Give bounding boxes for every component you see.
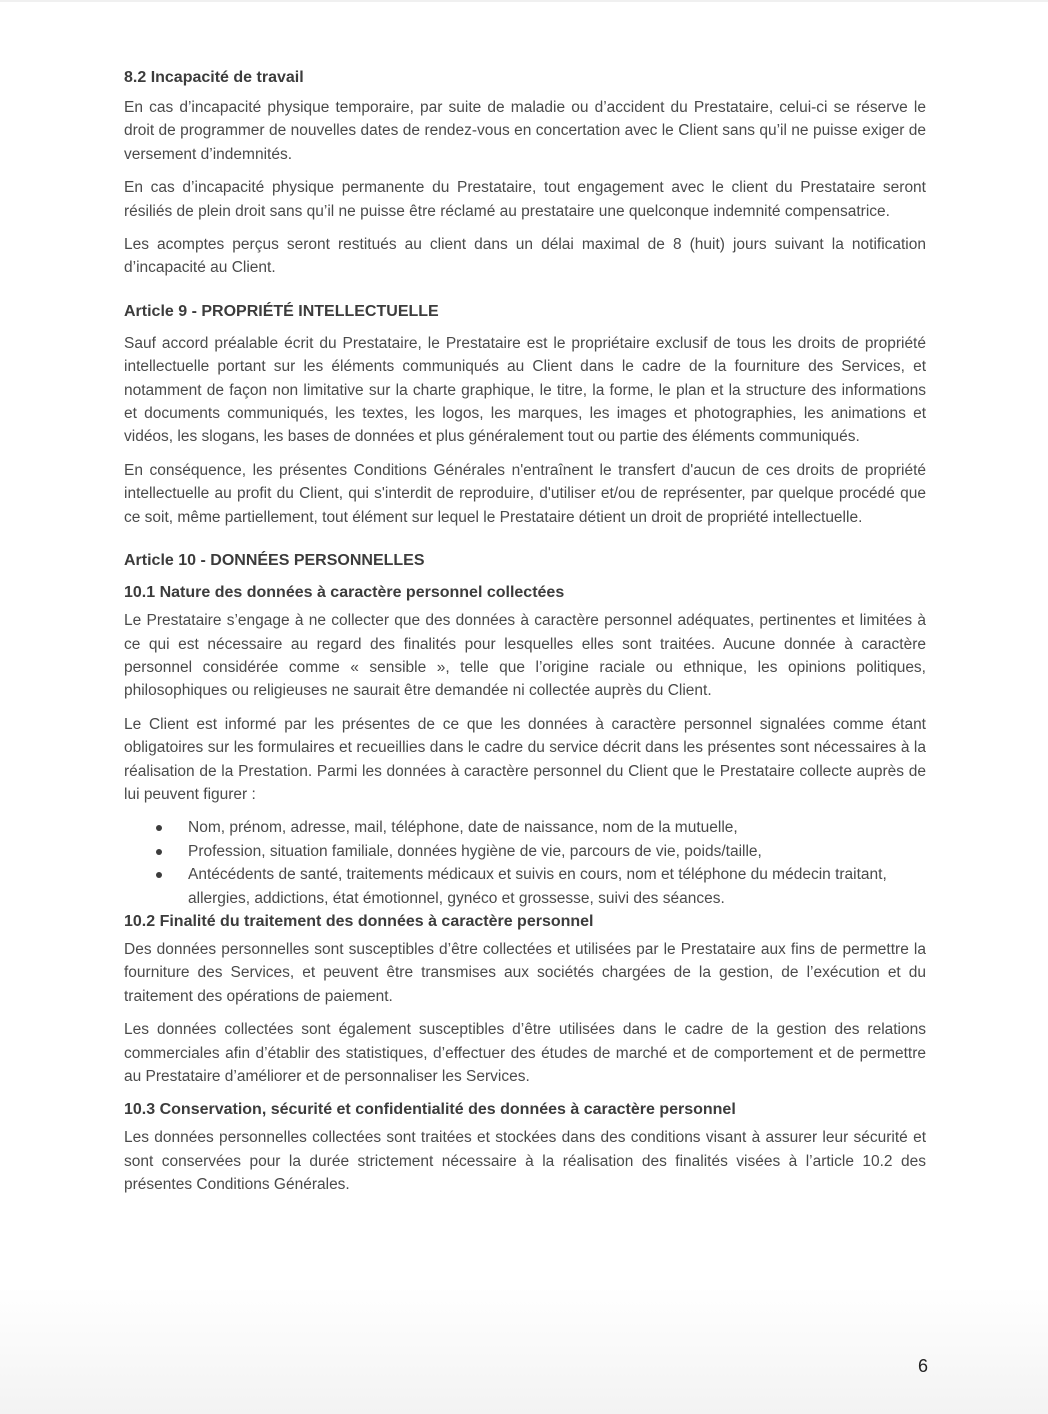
- page-number: 6: [917, 1356, 928, 1376]
- paragraph: Le Prestataire s’engage à ne collecter que des données à caractère personnel adéquates, pertinentes et limitées à ce qui est nécessaire au regard des finalités pour lesquelles elles sont traitées. Aucune donnée à caractère personnel considérée comme « sensible », telle que l’origine raciale ou ethnique, les opinions politiques, philosophiques ou religieuses ne saurait être demandée ni collectée auprès du Client.: [124, 612, 926, 700]
- paragraph: En cas d’incapacité physique permanente du Prestataire, tout engagement avec le client du Prestataire seront résiliés de plein droit sans qu’il ne puisse être réclamé au prestataire une quelconque indemnité compensatrice.: [124, 179, 926, 220]
- paragraph: Sauf accord préalable écrit du Prestataire, le Prestataire est le propriétaire exclusif de tous les droits de propriété intellectuelle portant sur les éléments communiqués au Client dans le cadre de la fourniture des Services, et notamment de façon non limitative sur la charte graphique, le titre, la forme, le plan et la structure des informations et documents communiqués, les textes, les logos, les marques, les images et photographies, les animations et vidéos, les slogans, les bases de données et plus généralement tout ou partie des éléments communiqués.: [124, 334, 926, 446]
- section-heading-10-1: 10.1 Nature des données à caractère personnel collectées: [124, 584, 565, 602]
- paragraph: Les acomptes perçus seront restitués au client dans un délai maximal de 8 (huit) jours suivant la notification d’incapacité au Client.: [124, 236, 926, 277]
- paragraph: Des données personnelles sont susceptibles d’être collectées et utilisées par le Prestataire aux fins de permettre la fourniture des Services, et peuvent être transmises aux sociétés chargées de la gestion, de l’exécution et du traitement des opérations de paiement.: [124, 940, 926, 1005]
- page-top-edge: [0, 0, 1048, 2]
- page-content: [124, 66, 926, 1197]
- data-categories-list: [124, 816, 926, 910]
- list-item: Profession, situation familiale, données hygiène de vie, parcours de vie, poids/taille,: [124, 840, 926, 863]
- list-item: Nom, prénom, adresse, mail, téléphone, date de naissance, nom de la mutuelle,: [124, 816, 926, 839]
- article-heading-10: Article 10 - DONNÉES PERSONNELLES: [124, 552, 425, 570]
- article-heading-9: Article 9 - PROPRIÉTÉ INTELLECTUELLE: [124, 302, 439, 320]
- paragraph: En conséquence, les présentes Conditions Générales n'entraînent le transfert d'aucun de ces droits de propriété intellectuelle au profit du Client, qui s'interdit de reproduire, d'utiliser et/ou de représenter, par quelque procédé que ce soit, même partiellement, tout élément sur lequel le Prestataire détient un droit de propriété intellectuelle.: [124, 461, 926, 526]
- bullet-icon: [156, 825, 162, 831]
- bullet-icon: [156, 849, 162, 855]
- paragraph: En cas d’incapacité physique temporaire, par suite de maladie ou d’accident du Prestataire, celui-ci se réserve le droit de programmer de nouvelles dates de rendez-vous en concertation avec le Client sans qu’il ne puisse exiger de versement d’indemnités.: [124, 99, 926, 163]
- section-heading-8-2: 8.2 Incapacité de travail: [124, 69, 304, 86]
- paragraph: Les données collectées sont également susceptibles d’être utilisées dans le cadre de la gestion des relations commerciales afin d’établir des statistiques, d’effectuer des études de marché et de comportement et de permettre au Prestataire d’améliorer et de personnaliser les Services.: [124, 1021, 926, 1085]
- paragraph: Les données personnelles collectées sont traitées et stockées dans des conditions visant à assurer leur sécurité et sont conservées pour la durée strictement nécessaire à la réalisation des finalités visées à l’article 10.2 des présentes Conditions Générales.: [124, 1129, 926, 1194]
- section-heading-10-2: 10.2 Finalité du traitement des données à caractère personnel: [124, 912, 594, 930]
- paragraph: Le Client est informé par les présentes de ce que les données à caractère personnel signalées comme étant obligatoires sur les formulaires et recueillies dans le cadre du service décrit dans les présentes sont nécessaires à la réalisation de la Prestation. Parmi les données à caractère personnel du Client que le Prestataire collecte auprès de lui peuvent figurer :: [124, 715, 926, 803]
- bullet-icon: [156, 872, 162, 878]
- list-item: Antécédents de santé, traitements médicaux et suivis en cours, nom et téléphone du médecin traitant, allergies, addictions, état émotionnel, gynéco et grossesse, suivi des séances.: [124, 863, 926, 910]
- section-heading-10-3: 10.3 Conservation, sécurité et confidentialité des données à caractère personnel: [124, 1101, 736, 1119]
